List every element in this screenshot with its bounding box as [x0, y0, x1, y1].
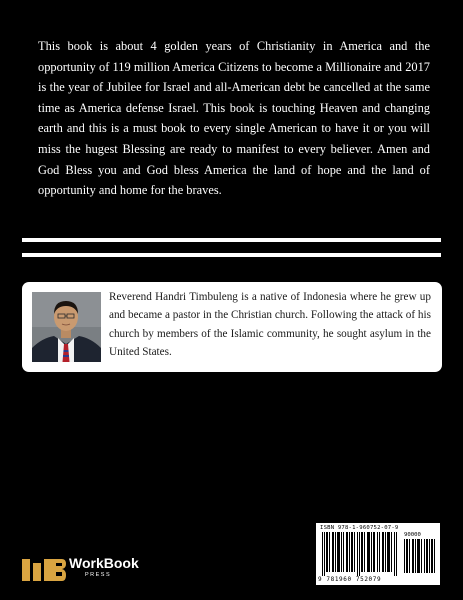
divider-line-top: [22, 238, 441, 242]
barcode-price-code: 90000: [404, 532, 421, 538]
author-photo: [32, 292, 101, 362]
author-bio-text: Reverend Handri Timbuleng is a native of Indonesia where he grew up and became a pastor in the Christian church. Following the attack of his church by members of the Islamic community, he sought asylum in the United States.: [109, 291, 431, 359]
publisher-logo-icon: [22, 555, 66, 581]
publisher-tagline: PRESS: [85, 572, 112, 578]
barcode-addon-bars: [404, 539, 436, 573]
isbn-barcode: [316, 523, 440, 585]
divider-line-bottom: [22, 253, 441, 257]
barcode-digits: 9 781960 752079: [318, 576, 382, 583]
barcode-bars: [320, 532, 400, 576]
isbn-number: ISBN 978-1-960752-07-9: [320, 525, 399, 531]
author-bio-box: [22, 282, 442, 372]
publisher-name: WorkBook: [69, 555, 139, 571]
back-cover-blurb: This book is about 4 golden years of Christianity in America and the opportunity of 119 million America Citizens to become a Millionaire and 2017 is the year of Jubilee for Israel and all-American debt be cancelled at the same time as America defense Israel. This book is touching Heaven and changing earth and this is a must book to every single American to have it or you will miss the hugest Blessing are ready to manifest to every believer. Amen and God Bless you and God bless America the land of hope and the land of opportunity and home for the braves.: [38, 39, 430, 198]
